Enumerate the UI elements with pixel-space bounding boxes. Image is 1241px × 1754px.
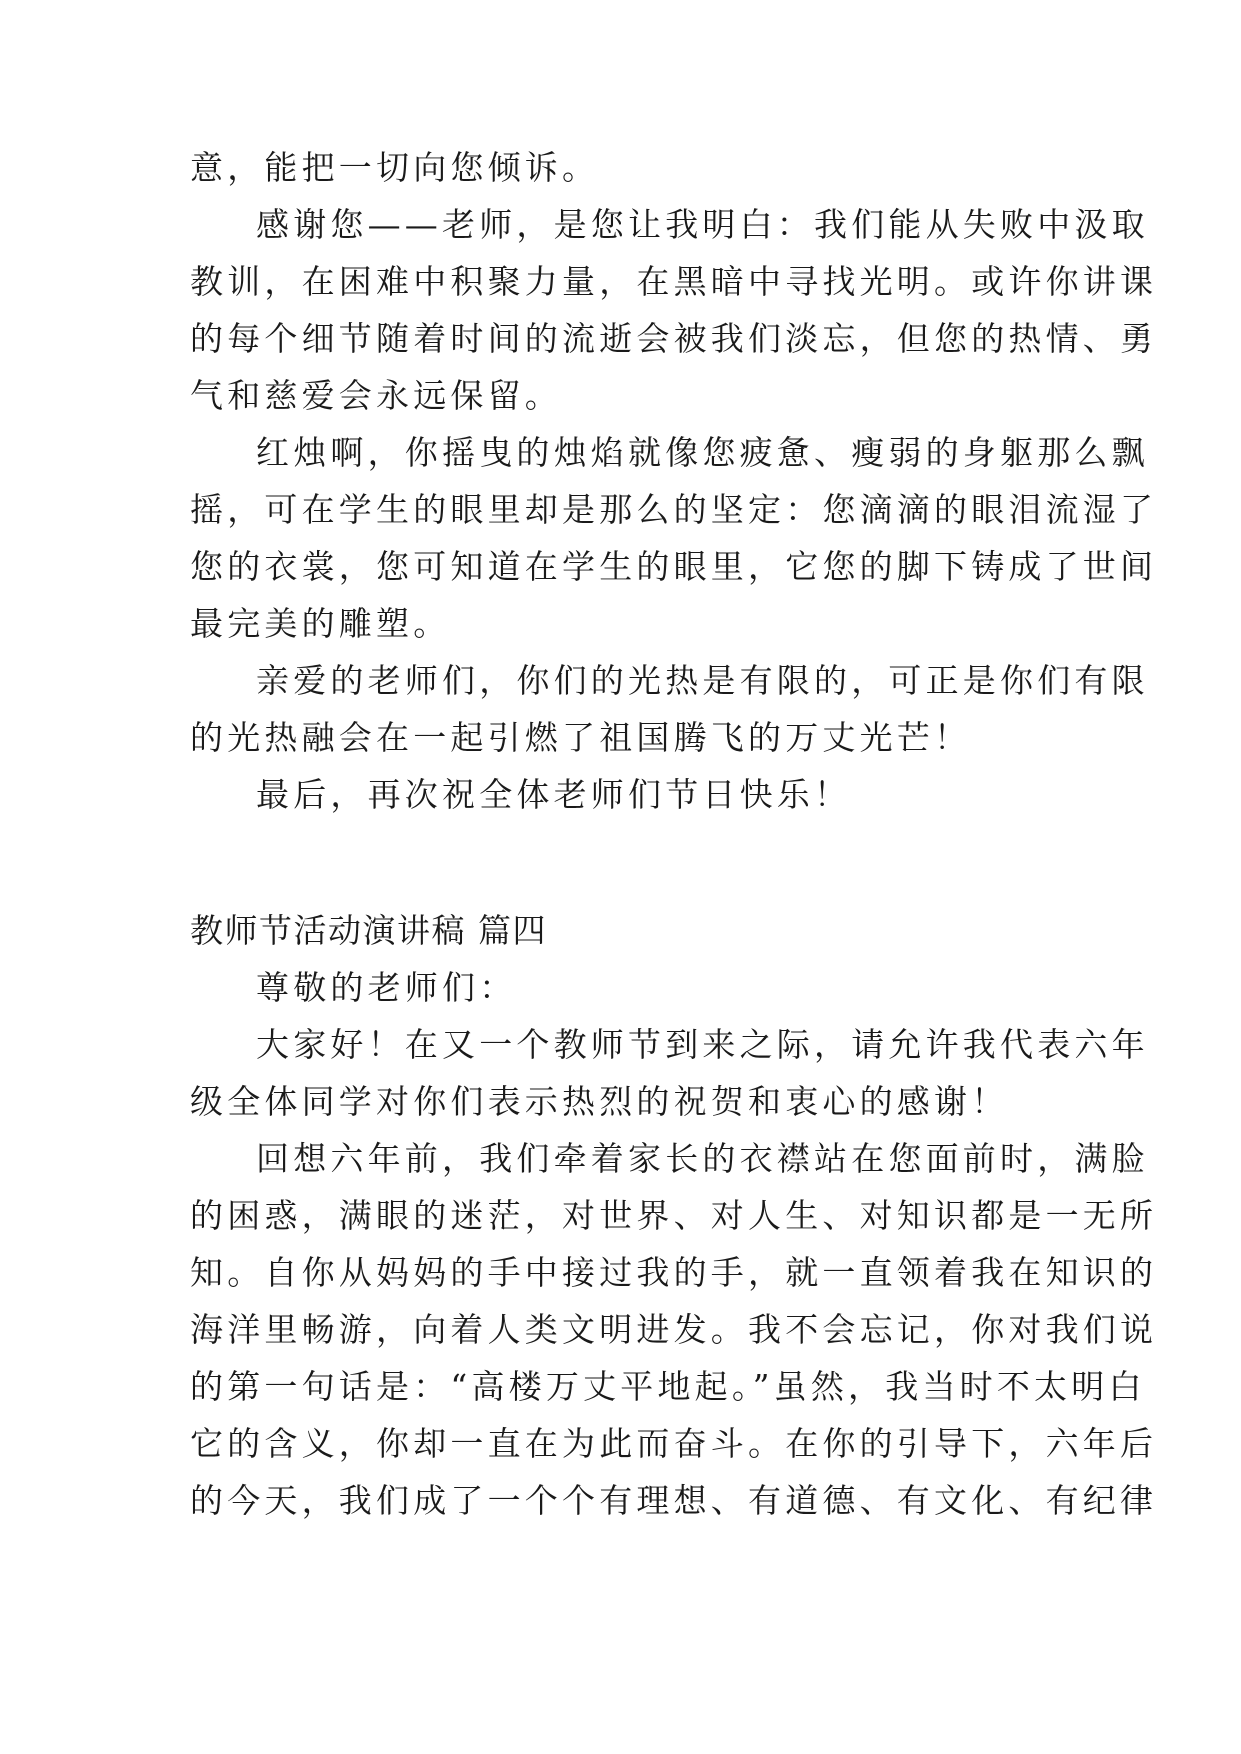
text-line: 摇，可在学生的眼里却是那么的坚定：您滴滴的眼泪流湿了 — [190, 490, 1158, 529]
text-line: 的今天，我们成了一个个有理想、有道德、有文化、有纪律 — [190, 1481, 1158, 1520]
paragraph-start-line: 感谢您——老师，是您让我明白：我们能从失败中汲取 — [256, 205, 1149, 244]
paragraph-start-line: 大家好！在又一个教师节到来之际，请允许我代表六年 — [256, 1025, 1149, 1064]
text-line: 级全体同学对你们表示热烈的祝贺和衷心的感谢！ — [190, 1082, 1009, 1121]
paragraph-start-line: 亲爱的老师们，你们的光热是有限的，可正是你们有限 — [256, 661, 1149, 700]
text-line: 气和慈爱会永远保留。 — [190, 376, 562, 415]
text-line: 的每个细节随着时间的流逝会被我们淡忘，但您的热情、勇 — [190, 319, 1158, 358]
paragraph-start-line: 红烛啊，你摇曳的烛焰就像您疲惫、瘦弱的身躯那么飘 — [256, 433, 1149, 472]
text-line: 教训，在困难中积聚力量，在黑暗中寻找光明。或许你讲课 — [190, 262, 1158, 301]
text-line: 的光热融会在一起引燃了祖国腾飞的万丈光芒！ — [190, 718, 972, 757]
section-title: 教师节活动演讲稿 篇四 — [190, 911, 547, 950]
paragraph-start-line: 回想六年前，我们牵着家长的衣襟站在您面前时，满脸 — [256, 1139, 1149, 1178]
text-line: 的第一句话是：“高楼万丈平地起。”虽然，我当时不太明白 — [190, 1367, 1146, 1406]
text-line: 海洋里畅游，向着人类文明进发。我不会忘记，你对我们说 — [190, 1310, 1158, 1349]
text-line: 意，能把一切向您倾诉。 — [190, 148, 600, 187]
text-line: 知。自你从妈妈的手中接过我的手，就一直领着我在知识的 — [190, 1253, 1158, 1292]
text-line: 的困惑，满眼的迷茫，对世界、对人生、对知识都是一无所 — [190, 1196, 1158, 1235]
text-line: 它的含义，你却一直在为此而奋斗。在你的引导下，六年后 — [190, 1424, 1158, 1463]
text-line: 您的衣裳，您可知道在学生的眼里，它您的脚下铸成了世间 — [190, 547, 1158, 586]
salutation-line: 尊敬的老师们： — [256, 968, 517, 1007]
paragraph-start-line: 最后，再次祝全体老师们节日快乐！ — [256, 775, 852, 814]
text-line: 最完美的雕塑。 — [190, 604, 451, 643]
